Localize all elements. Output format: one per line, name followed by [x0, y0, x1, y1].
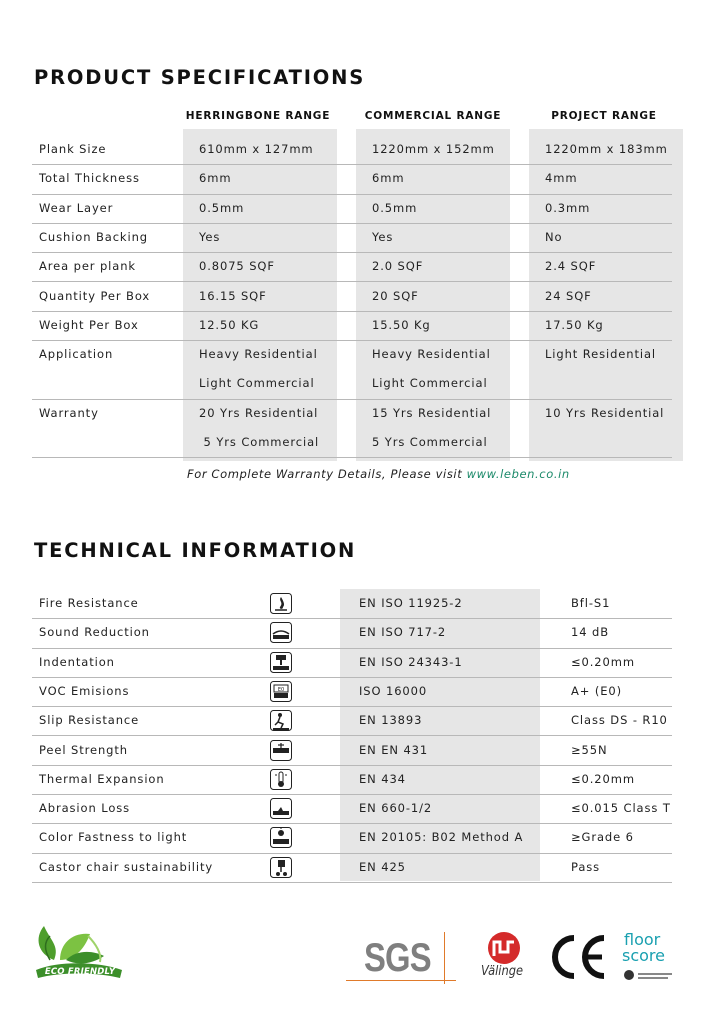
- spec-cell: 2.4 SQF: [545, 259, 597, 274]
- tech-title: TECHNICAL INFORMATION: [34, 539, 357, 562]
- tech-standard: EN ISO 717-2: [359, 625, 447, 640]
- spec-row-label: Application: [39, 347, 114, 362]
- sgs-underline: [346, 980, 456, 981]
- voc-emission-icon: [270, 681, 292, 702]
- tech-row: [32, 589, 672, 619]
- abrasion-loss-icon: [270, 798, 292, 819]
- spec-row: [32, 164, 672, 194]
- spec-cell: 20 SQF: [372, 288, 419, 303]
- spec-cell: 4mm: [545, 171, 578, 186]
- tech-value: ≤0.015 Class T: [571, 801, 671, 816]
- svg-text:E0: E0: [277, 686, 285, 693]
- tech-standard: EN 13893: [359, 713, 423, 728]
- tech-row-label: Fire Resistance: [39, 596, 139, 610]
- spec-row-label: Cushion Backing: [39, 229, 148, 244]
- spec-row-label: Wear Layer: [39, 200, 114, 215]
- tech-row-label: Sound Reduction: [39, 625, 150, 640]
- spec-cell: 0.8075 SQF: [199, 259, 275, 274]
- spec-cell: 0.3mm: [545, 200, 591, 215]
- tech-row-label: Thermal Expansion: [39, 771, 165, 786]
- tech-row-label: Abrasion Loss: [39, 801, 131, 816]
- tech-row: [32, 677, 672, 707]
- spec-row: [32, 252, 672, 282]
- spec-cell: Light Commercial: [372, 376, 488, 391]
- certification-fineprint-mark: [638, 973, 672, 975]
- tech-standard: EN ISO 24343-1: [359, 654, 463, 669]
- spec-row: [32, 340, 672, 400]
- tech-value: Pass: [571, 859, 601, 874]
- spec-cell: 2.0 SQF: [372, 259, 424, 274]
- tech-value: Bfl-S1: [571, 596, 611, 610]
- sgs-divider: [444, 932, 445, 984]
- spec-cell: Yes: [372, 229, 394, 244]
- tech-row: [32, 853, 672, 883]
- tech-value: ≥55N: [571, 742, 608, 757]
- spec-cell: 0.5mm: [199, 200, 245, 215]
- fire-resistance-icon: [270, 593, 292, 614]
- tech-value: ≤0.20mm: [571, 654, 635, 669]
- tech-row-label: Peel Strength: [39, 742, 128, 757]
- indentation-icon: [270, 652, 292, 673]
- color-fastness-icon: [270, 827, 292, 848]
- spec-row: [32, 135, 672, 165]
- spec-row-label: Area per plank: [39, 259, 136, 274]
- spec-cell: Yes: [199, 229, 221, 244]
- spec-cell: Light Residential: [545, 347, 657, 362]
- website-link[interactable]: www.leben.co.in: [466, 467, 570, 481]
- tech-row: [32, 823, 672, 853]
- spec-cell: 15.50 Kg: [372, 317, 431, 332]
- spec-row: [32, 282, 672, 312]
- tech-row: [32, 618, 672, 648]
- spec-row-label: Warranty: [39, 405, 99, 420]
- castor-chair-icon: [270, 857, 292, 878]
- tech-value: 14 dB: [571, 625, 609, 640]
- valinge-label: Välinge: [480, 964, 524, 979]
- spec-cell: 610mm x 127mm: [199, 142, 314, 156]
- tech-row: [32, 706, 672, 736]
- spec-row-label: Total Thickness: [39, 171, 140, 186]
- spec-cell: 5 Yrs Commercial: [199, 434, 320, 449]
- scs-seal-icon: [624, 970, 634, 980]
- eco-friendly-label: ECO FRIENDLY: [44, 967, 116, 977]
- tech-row: [32, 736, 672, 766]
- sound-reduction-icon: [270, 622, 292, 643]
- floorscore-top: floor: [624, 930, 661, 949]
- spec-cell: 24 SQF: [545, 288, 592, 303]
- spec-cell: Light Commercial: [199, 376, 315, 391]
- certification-fineprint-mark-2: [638, 977, 668, 979]
- tech-standard: EN 425: [359, 859, 406, 874]
- spec-row-label: Plank Size: [39, 142, 107, 156]
- spec-cell: Heavy Residential: [199, 347, 318, 362]
- tech-value: ≥Grade 6: [571, 830, 634, 845]
- tech-standard: EN ISO 11925-2: [359, 596, 463, 610]
- tech-value: Class DS - R10: [571, 713, 668, 728]
- spec-cell: 1220mm x 183mm: [545, 142, 668, 156]
- tech-standard: EN 434: [359, 771, 406, 786]
- spec-cell: 17.50 Kg: [545, 317, 604, 332]
- spec-row-label: Quantity Per Box: [39, 288, 151, 303]
- spec-cell: 10 Yrs Residential: [545, 405, 665, 420]
- spec-cell: 6mm: [199, 171, 232, 186]
- col-header-herringbone: HERRINGBONE RANGE: [185, 110, 331, 122]
- ce-mark-icon: [544, 930, 610, 984]
- spec-cell: 15 Yrs Residential: [372, 405, 492, 420]
- warranty-note-text: For Complete Warranty Details, Please visit: [187, 467, 467, 481]
- spec-title: PRODUCT SPECIFICATIONS: [34, 66, 366, 89]
- spec-cell: 6mm: [372, 171, 405, 186]
- tech-row: [32, 765, 672, 795]
- valinge-logo: [474, 930, 534, 984]
- floorscore-bottom: score: [622, 946, 665, 965]
- spec-row: [32, 311, 672, 341]
- tech-standard: EN EN 431: [359, 742, 429, 757]
- tech-row: [32, 648, 672, 678]
- tech-row: [32, 794, 672, 824]
- spec-cell: 5 Yrs Commercial: [372, 434, 488, 449]
- thermal-expansion-icon: [270, 769, 292, 790]
- spec-cell: 0.5mm: [372, 200, 418, 215]
- tech-row-label: Indentation: [39, 654, 115, 669]
- spec-row: [32, 223, 672, 253]
- sgs-text: SGS: [364, 936, 431, 980]
- spec-cell: 1220mm x 152mm: [372, 142, 495, 156]
- col-header-commercial: COMMERCIAL RANGE: [364, 110, 502, 122]
- ce-mark: [544, 930, 610, 984]
- spec-row: [32, 399, 672, 459]
- tech-row-label: Slip Resistance: [39, 713, 140, 728]
- spec-cell: 12.50 KG: [199, 317, 260, 332]
- spec-cell: 16.15 SQF: [199, 288, 267, 303]
- tech-row-label: Color Fastness to light: [39, 830, 188, 845]
- tech-value: A+ (E0): [571, 683, 623, 698]
- floorscore-logo: [620, 928, 680, 986]
- tech-standard: EN 660-1/2: [359, 801, 433, 816]
- tech-standard: ISO 16000: [359, 683, 428, 698]
- warranty-note: [187, 467, 570, 481]
- slip-resistance-icon: [270, 710, 292, 731]
- spec-cell: No: [545, 229, 563, 244]
- tech-row-label: VOC Emisions: [39, 683, 130, 698]
- col-header-project: PROJECT RANGE: [551, 110, 657, 122]
- peel-strength-icon: [270, 740, 292, 761]
- spec-cell: Heavy Residential: [372, 347, 491, 362]
- sgs-logo: [346, 930, 456, 984]
- spec-row-label: Weight Per Box: [39, 317, 139, 332]
- spec-row: [32, 194, 672, 224]
- tech-row-label: Castor chair sustainability: [39, 859, 214, 874]
- tech-standard: EN 20105: B02 Method A: [359, 830, 524, 845]
- eco-friendly-logo: [30, 920, 126, 984]
- tech-value: ≤0.20mm: [571, 771, 635, 786]
- spec-cell: 20 Yrs Residential: [199, 405, 319, 420]
